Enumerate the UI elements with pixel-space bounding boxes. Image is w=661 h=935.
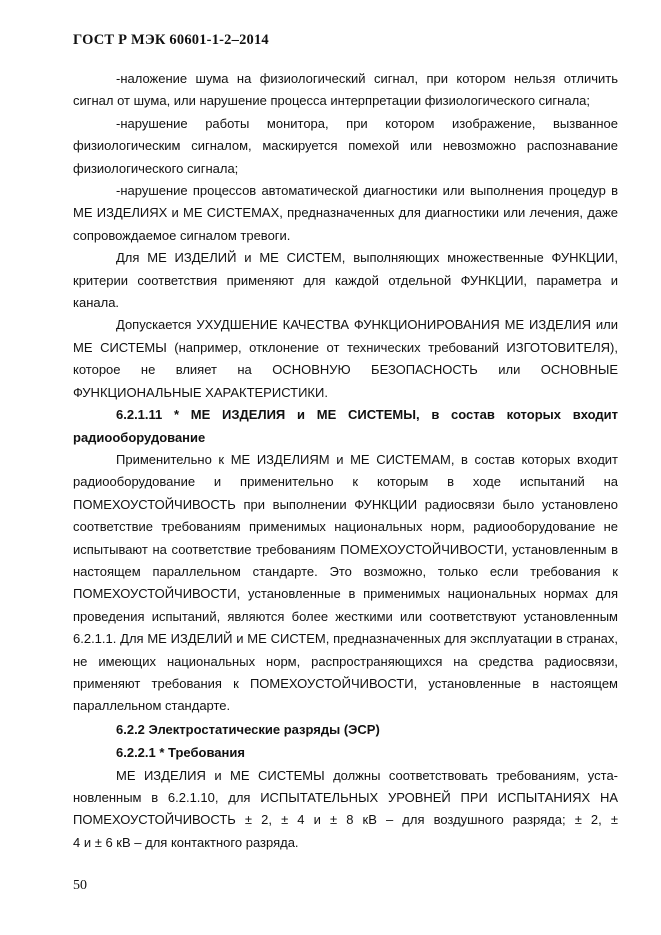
paragraph-multiple-functions: Для МЕ ИЗДЕЛИЙ и МЕ СИСТЕМ, выполняющих множественные ФУНКЦИИ, критерии соответствия применяют для каждой отдельной ФУНКЦИИ, параметра и канала.	[73, 250, 618, 311]
esd-line-3: ПОМЕХОУСТОЙЧИВОСТЬ ± 2, ± 4 и ± 8 кВ – для воздушного разряда; ± 2, ±	[73, 812, 618, 828]
document-header: ГОСТ Р МЭК 60601-1-2–2014	[73, 32, 269, 48]
paragraph-degradation: Допускается УХУДШЕНИЕ КАЧЕСТВА ФУНКЦИОНИРОВАНИЯ МЕ ИЗДЕЛИЯ или МЕ СИСТЕМЫ (например, отклонение от технических требований ИЗГОТОВИТЕЛЯ), которое не влияет на ОСНОВНУЮ БЕЗОПАСНОСТЬ или ОСНОВНЫЕ ФУНКЦИОНАЛЬНЫЕ ХАРАКТЕРИСТИКИ.	[73, 317, 618, 400]
paragraph-list-item-2: -нарушение работы монитора, при котором изображение, вызванное физиологическим сигналом, маскируется помехой или невозможно распознавание физиологического сигнала;	[73, 115, 618, 176]
esd-line-2: новленным в 6.2.1.10, для ИСПЫТАТЕЛЬНЫХ УРОВНЕЙ ПРИ ИСПЫТАНИЯХ НА	[73, 790, 618, 805]
paragraph-esd-requirements	[73, 765, 618, 855]
section-heading-6-2-2-1: 6.2.2.1 * Требования	[116, 745, 245, 761]
section-heading-6-2-1-11: 6.2.1.11 * МЕ ИЗДЕЛИЯ и МЕ СИСТЕМЫ, в состав которых входит радиооборудование	[73, 407, 618, 445]
esd-line-4: 4 и ± 6 кВ – для контактного разряда.	[73, 834, 299, 850]
paragraph-list-item-3: -нарушение процессов автоматической диагностики или выполнения процедур в МЕ ИЗДЕЛИЯХ и МЕ СИСТЕМАХ, предназначенных для диагностики или лечения, даже сопровождаемое сигналом тревоги.	[73, 183, 618, 243]
section-heading-6-2-2: 6.2.2 Электростатические разряды (ЭСР)	[116, 721, 380, 737]
page-number: 50	[73, 878, 87, 893]
paragraph-list-item-1: -наложение шума на физиологический сигнал, при котором нельзя отличить сигнал от шума, или нарушение процесса интерпретации физиологического сигнала;	[73, 71, 618, 109]
paragraph-radio-equipment: Применительно к МЕ ИЗДЕЛИЯМ и МЕ СИСТЕМАМ, в состав которых входит радиооборудование и применительно к которым в ходе испытаний на ПОМЕХОУСТОЙЧИВОСТЬ при выполнении ФУНКЦИИ радиосвязи было установлено соответствие требованиям применимых национальных норм, радиооборудование не испытывают на соответствие требованиям ПОМЕХОУСТОЙЧИВОСТИ, установленным в настоящем параллельном стандарте. Это возможно, только если требования к ПОМЕХОУСТОЙЧИВОСТИ, установленные в применимых национальных нормах для проведения испытаний, являются более жесткими или соответствуют установленным 6.2.1.1. Для МЕ ИЗДЕЛИЙ и МЕ СИСТЕМ, предназначенных для эксплуатации в странах, не имеющих национальных норм, распространяющихся на средства радиосвязи, применяют требования к ПОМЕХОУСТОЙЧИВОСТИ, установленные в настоящем параллельном стандарте.	[73, 451, 618, 714]
esd-line-1: МЕ ИЗДЕЛИЯ и МЕ СИСТЕМЫ должны соответствовать требованиям, уста-	[116, 767, 618, 783]
document-body	[73, 68, 618, 854]
